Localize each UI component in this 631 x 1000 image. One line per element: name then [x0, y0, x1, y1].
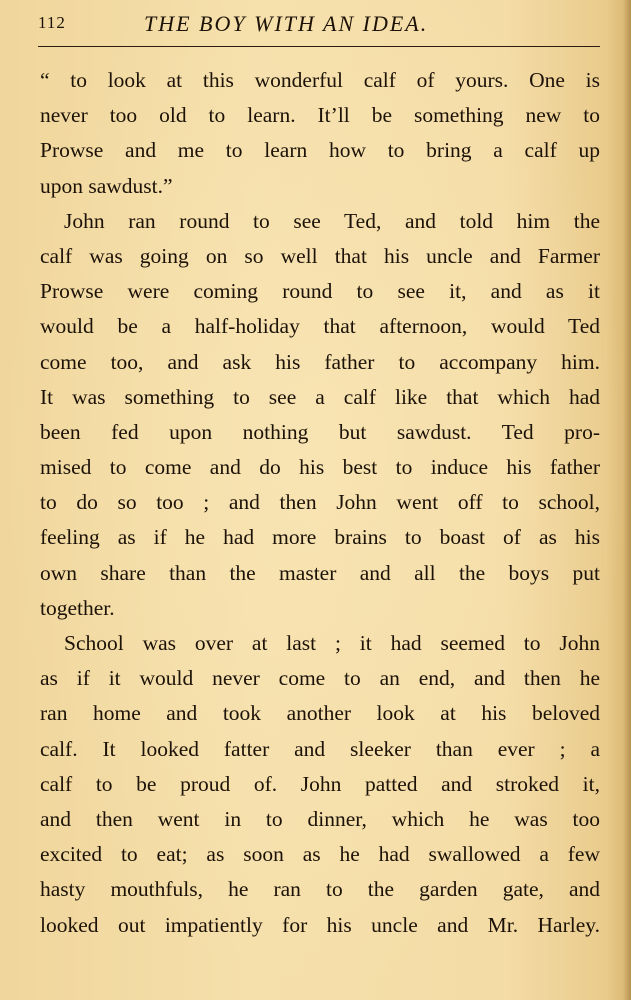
running-title: THE BOY WITH AN IDEA.	[144, 11, 429, 36]
header-rule	[38, 46, 600, 47]
text-line: “ to look at this wonderful calf of yours. One is	[40, 68, 600, 92]
text-line: never too old to learn. It’ll be something new to	[40, 103, 600, 128]
text-line: been fed upon nothing but sawdust. Ted pro-	[40, 419, 600, 444]
text-line: calf to be proud of. John patted and stroked it,	[40, 771, 600, 796]
text-line: to do so too ; and then John went off to school,	[40, 490, 600, 515]
text-line: John ran round to see Ted, and told him the	[64, 208, 600, 233]
page-number: 112	[38, 13, 66, 32]
text-line: It was something to see a calf like that which had	[40, 384, 600, 409]
text-line: would be a half-holiday that afternoon, would Ted	[40, 314, 600, 339]
text-line: School was over at last ; it had seemed to John	[64, 631, 600, 655]
text-line: Prowse and me to learn how to bring a calf up	[40, 138, 600, 163]
text-line: mised to come and do his best to induce his father	[40, 455, 600, 480]
text-line: feeling as if he had more brains to boast of as his	[40, 525, 600, 550]
text-line: excited to eat; as soon as he had swallowed a few	[40, 842, 600, 867]
text-line: calf was going on so well that his uncle and Farmer	[40, 243, 600, 268]
text-line: as if it would never come to an end, and then he	[40, 666, 600, 691]
text-line: hasty mouthfuls, he ran to the garden gate, and	[40, 877, 600, 902]
text-line: own share than the master and all the boys put	[40, 560, 600, 585]
text-line: Prowse were coming round to see it, and as it	[40, 279, 600, 304]
page-edge-shadow	[623, 0, 631, 1000]
text-line: come too, and ask his father to accompany him.	[40, 349, 600, 374]
text-line: and then went in to dinner, which he was too	[40, 806, 600, 831]
page-header	[38, 9, 600, 39]
text-line: together.	[40, 595, 115, 620]
text-line: calf. It looked fatter and sleeker than ever ; a	[40, 736, 600, 761]
text-line: ran home and took another look at his beloved	[40, 701, 600, 726]
text-line: upon sawdust.”	[40, 173, 173, 198]
text-line: looked out impatiently for his uncle and Mr. Harley.	[40, 912, 600, 937]
body-text	[40, 63, 600, 943]
